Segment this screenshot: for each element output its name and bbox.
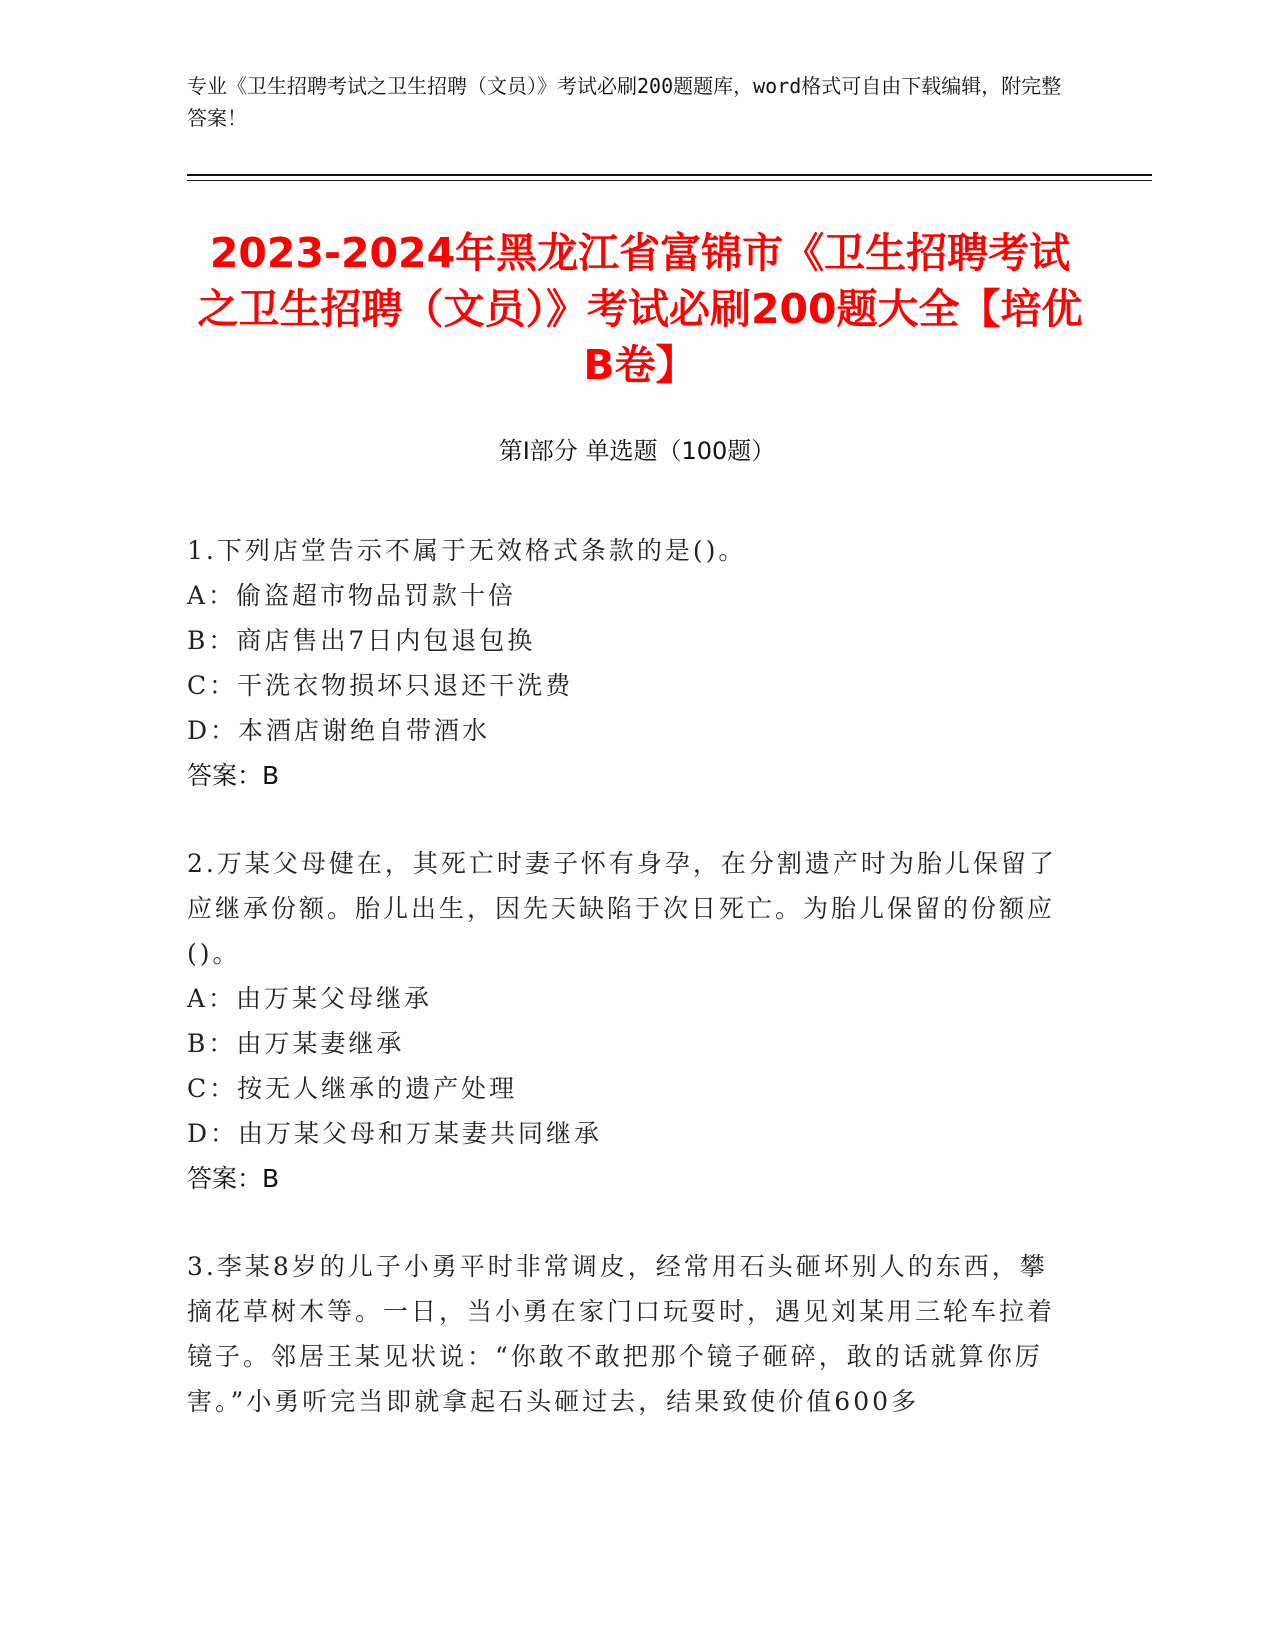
question-2 <box>187 841 1057 1201</box>
question-list <box>187 528 1057 1467</box>
option-a: A：偷盗超市物品罚款十倍 <box>187 581 517 610</box>
header-rule-thin <box>187 180 1152 181</box>
header-note: 专业《卫生招聘考试之卫生招聘（文员）》考试必刷200题题库，word格式可自由下载编辑，附完整答案！ <box>187 74 1062 130</box>
option-d: D：本酒店谢绝自带酒水 <box>187 716 491 745</box>
option-a: A：由万某父母继承 <box>187 984 433 1013</box>
section-heading: 第Ⅰ部分 单选题（100题） <box>498 437 776 465</box>
question-1 <box>187 528 1057 798</box>
option-d: D：由万某父母和万某妻共同继承 <box>187 1119 603 1148</box>
header-rule <box>187 174 1152 176</box>
option-c: C：按无人继承的遗产处理 <box>187 1074 518 1103</box>
option-b: B：由万某妻继承 <box>187 1029 405 1058</box>
question-stem: 1.下列店堂告示不属于无效格式条款的是()。 <box>187 536 747 565</box>
question-stem: 2.万某父母健在，其死亡时妻子怀有身孕，在分割遗产时为胎儿保留了应继承份额。胎儿出生，因先天缺陷于次日死亡。为胎儿保留的份额应()。 <box>187 849 1057 968</box>
answer: 答案：B <box>187 761 280 790</box>
question-3 <box>187 1244 1057 1424</box>
answer: 答案：B <box>187 1164 280 1193</box>
option-b: B：商店售出7日内包退包换 <box>187 626 536 655</box>
document-title: 2023-2024年黑龙江省富锦市《卫生招聘考试之卫生招聘（文员）》考试必刷200题大全【培优B卷】 <box>197 229 1083 389</box>
question-stem: 3.李某8岁的儿子小勇平时非常调皮，经常用石头砸坏别人的东西，攀摘花草树木等。一日，当小勇在家门口玩耍时，遇见刘某用三轮车拉着镜子。邻居王某见状说：“你敢不敢把那个镜子砸碎，敢的话就算你厉害。”小勇听完当即就拿起石头砸过去，结果致使价值600多 <box>187 1252 1056 1416</box>
option-c: C：干洗衣物损坏只退还干洗费 <box>187 671 574 700</box>
